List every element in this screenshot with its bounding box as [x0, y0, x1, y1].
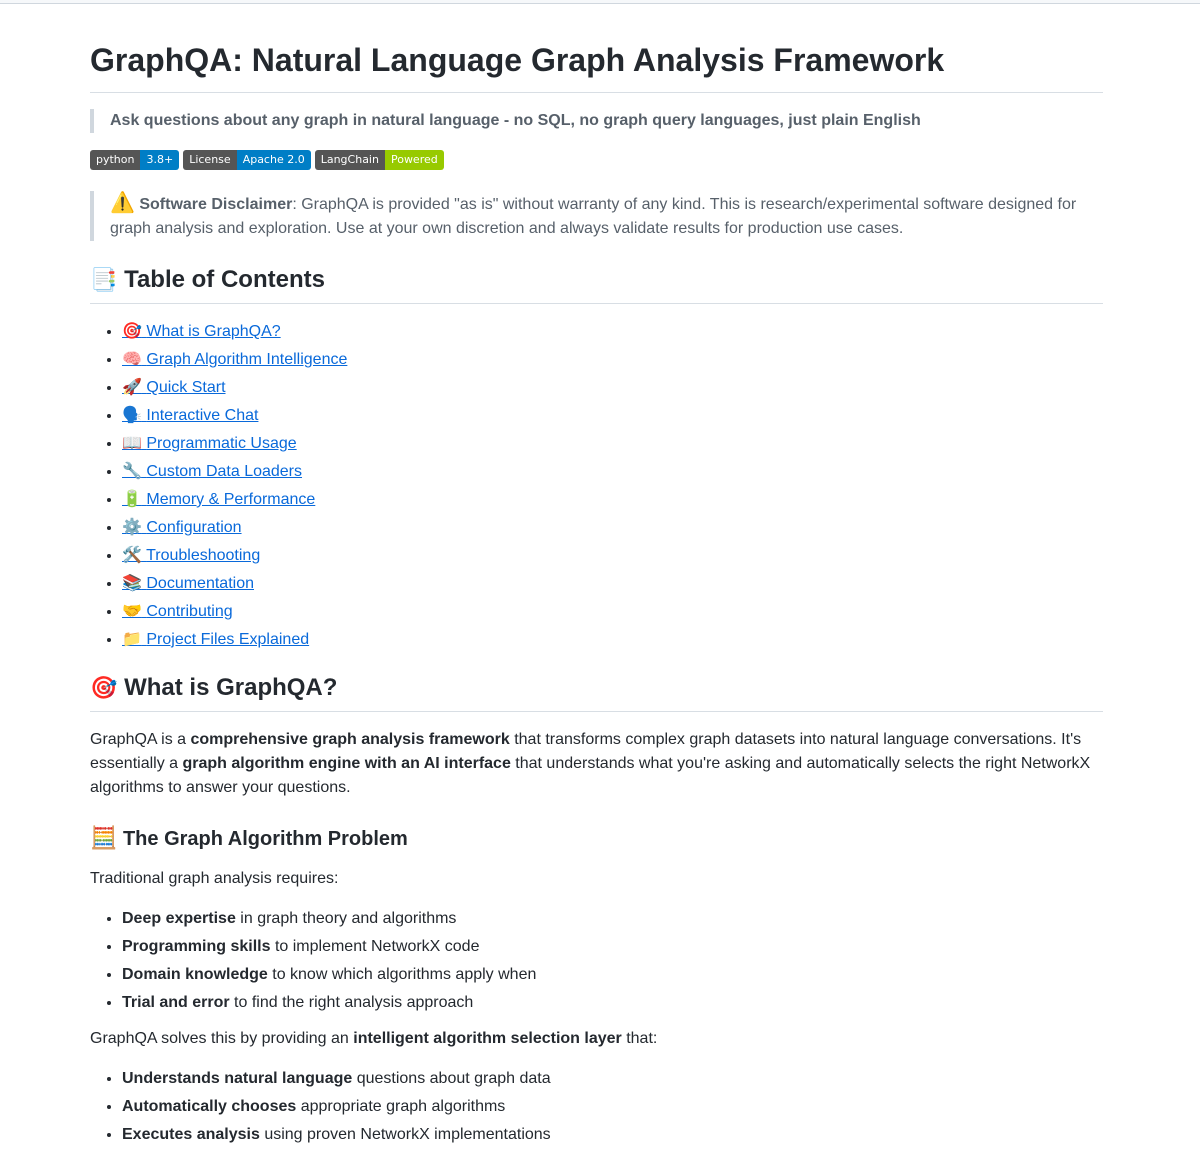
what-is-heading-text: What is GraphQA? — [124, 674, 338, 701]
tagline-blockquote: Ask questions about any graph in natural language - no SQL, no graph query languages, just plain English — [90, 109, 1103, 133]
item-text: to implement NetworkX code — [270, 938, 480, 955]
toc-item — [122, 376, 1103, 400]
toc-item — [122, 320, 1103, 344]
toc-link-label: Graph Algorithm Intelligence — [146, 351, 348, 368]
toc-item — [122, 348, 1103, 372]
text-run: GraphQA solves this by providing an — [90, 1030, 354, 1047]
list-item — [122, 1123, 1103, 1147]
item-text: to know which algorithms apply when — [267, 966, 537, 983]
solution-intro — [90, 1027, 1103, 1051]
page-title: GraphQA: Natural Language Graph Analysis Framework — [90, 39, 1103, 93]
toc-item — [122, 488, 1103, 512]
open-book-icon: 📖 — [122, 435, 142, 452]
item-text: to find the right analysis approach — [229, 994, 474, 1011]
list-item — [122, 963, 1103, 987]
text-run: GraphQA is a — [90, 731, 191, 748]
gear-icon: ⚙️ — [122, 519, 142, 536]
badge-label: License — [183, 150, 236, 170]
target-icon: 🎯 — [122, 323, 142, 340]
disclaimer-title: Software Disclaimer — [139, 196, 293, 213]
text-run: that understands what you're asking and automatically selects the right NetworkX algorithms to answer your questions. — [90, 755, 1091, 796]
battery-icon: 🔋 — [122, 491, 142, 508]
toc-item — [122, 572, 1103, 596]
toc-link-troubleshooting[interactable] — [122, 547, 260, 564]
toc-item — [122, 404, 1103, 428]
toc-link-project-files-explained[interactable] — [122, 631, 309, 648]
badge-row — [90, 150, 1103, 170]
toc-link-label: Custom Data Loaders — [146, 463, 303, 480]
toc-heading-text: Table of Contents — [124, 266, 325, 293]
requirements-list — [90, 907, 1103, 1015]
badge-value: Powered — [385, 150, 444, 170]
warning-icon: ⚠️ — [110, 192, 135, 214]
toc-link-label: Documentation — [146, 575, 254, 592]
toc-link-interactive-chat[interactable] — [122, 407, 258, 424]
toc-item — [122, 460, 1103, 484]
toc-link-custom-data-loaders[interactable] — [122, 463, 302, 480]
item-bold: Trial and error — [122, 994, 230, 1011]
problem-heading — [90, 824, 1103, 853]
langchain-badge[interactable] — [315, 150, 444, 170]
handshake-icon: 🤝 — [122, 603, 142, 620]
abacus-icon: 🧮 — [90, 825, 118, 850]
toc-link-configuration[interactable] — [122, 519, 242, 536]
list-item — [122, 1095, 1103, 1119]
rocket-icon: 🚀 — [122, 379, 142, 396]
badge-label: python — [90, 150, 140, 170]
problem-intro: Traditional graph analysis requires: — [90, 870, 339, 887]
solution-list — [90, 1067, 1103, 1147]
badge-value: Apache 2.0 — [237, 150, 311, 170]
toc-link-graph-algorithm-intelligence[interactable] — [122, 351, 347, 368]
list-item — [122, 991, 1103, 1015]
python-badge[interactable] — [90, 150, 179, 170]
item-bold: Automatically chooses — [122, 1098, 297, 1115]
folder-icon: 📁 — [122, 631, 142, 648]
speaking-head-icon: 🗣️ — [122, 407, 142, 424]
item-text: appropriate graph algorithms — [296, 1098, 506, 1115]
toc-link-quick-start[interactable] — [122, 379, 226, 396]
problem-heading-text: The Graph Algorithm Problem — [122, 828, 408, 850]
item-bold: Programming skills — [122, 938, 271, 955]
toc-link-contributing[interactable] — [122, 603, 233, 620]
toc-link-label: Interactive Chat — [146, 407, 259, 424]
item-text: questions about graph data — [352, 1070, 551, 1087]
toc-link-label: Quick Start — [146, 379, 226, 396]
toc-link-what-is-graphqa[interactable] — [122, 323, 281, 340]
toc-heading — [90, 264, 1103, 304]
top-border — [0, 0, 1200, 4]
item-bold: Deep expertise — [122, 910, 236, 927]
list-item — [122, 935, 1103, 959]
item-bold: Understands natural language — [122, 1070, 353, 1087]
books-icon: 📚 — [122, 575, 142, 592]
toc-item — [122, 432, 1103, 456]
toc-link-label: What is GraphQA? — [146, 323, 281, 340]
toc-link-label: Contributing — [146, 603, 233, 620]
toc-link-label: Programmatic Usage — [146, 435, 297, 452]
bookmark-tabs-icon: 📑 — [90, 267, 118, 292]
wrench-icon: 🔧 — [122, 463, 142, 480]
emphasis: comprehensive graph analysis framework — [190, 731, 510, 748]
brain-icon: 🧠 — [122, 351, 142, 368]
what-is-heading — [90, 672, 1103, 712]
emphasis: graph algorithm engine with an AI interface — [182, 755, 511, 772]
toc-link-memory-performance[interactable] — [122, 491, 315, 508]
text-run: that: — [621, 1030, 658, 1047]
item-bold: Executes analysis — [122, 1126, 260, 1143]
item-bold: Domain knowledge — [122, 966, 268, 983]
toc-item — [122, 544, 1103, 568]
toc-item — [122, 600, 1103, 624]
disclaimer-text: : GraphQA is provided "as is" without warranty of any kind. This is research/experimental software designed for graph analysis and exploration. Use at your own discretion and always validate results for production use cases. — [110, 196, 1077, 237]
toc-link-label: Configuration — [146, 519, 242, 536]
badge-value: 3.8+ — [140, 150, 179, 170]
toc-link-label: Memory & Performance — [146, 491, 316, 508]
emphasis: intelligent algorithm selection layer — [353, 1030, 622, 1047]
badge-label: LangChain — [315, 150, 385, 170]
toc-item — [122, 516, 1103, 540]
toc-link-label: Project Files Explained — [146, 631, 310, 648]
hammer-wrench-icon: 🛠️ — [122, 547, 142, 564]
item-text: using proven NetworkX implementations — [259, 1126, 551, 1143]
toc-link-documentation[interactable] — [122, 575, 254, 592]
toc-item — [122, 628, 1103, 652]
item-text: in graph theory and algorithms — [235, 910, 457, 927]
toc-list — [90, 320, 1103, 652]
text-run: that transforms complex graph datasets into natural language conversations. It's essentially a — [90, 731, 1082, 772]
target-icon: 🎯 — [90, 675, 118, 700]
list-item — [122, 1067, 1103, 1091]
toc-link-label: Troubleshooting — [146, 547, 261, 564]
what-is-paragraph — [90, 728, 1103, 800]
readme-content — [90, 39, 1103, 1147]
license-badge[interactable] — [183, 150, 311, 170]
toc-link-programmatic-usage[interactable] — [122, 435, 297, 452]
disclaimer-blockquote — [90, 191, 1103, 241]
list-item — [122, 907, 1103, 931]
